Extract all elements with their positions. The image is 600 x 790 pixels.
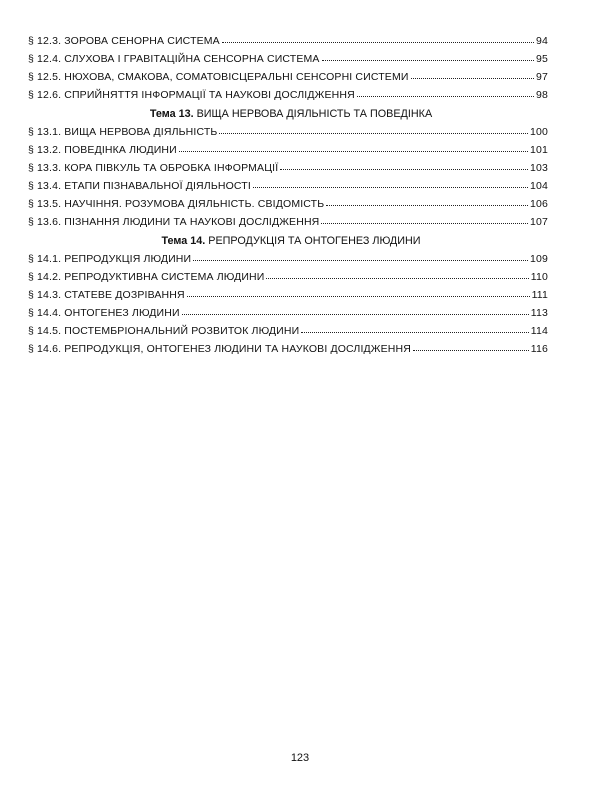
entry-page: 113 — [530, 307, 548, 319]
dot-leader — [179, 151, 528, 152]
entry-title: НЮХОВА, СМАКОВА, СОМАТОВІСЦЕРАЛЬНІ СЕНСОРНІ СИСТЕМИ — [64, 71, 409, 83]
toc-entry[interactable] — [28, 192, 548, 210]
entry-title: СЛУХОВА І ГРАВІТАЦІЙНА СЕНСОРНА СИСТЕМА — [64, 53, 320, 65]
entry-number: § 13.3. — [28, 162, 62, 174]
dot-leader — [280, 169, 528, 170]
entry-title: ПІЗНАННЯ ЛЮДИНИ ТА НАУКОВІ ДОСЛІДЖЕННЯ — [64, 216, 320, 228]
dot-leader — [321, 223, 528, 224]
entry-page: 103 — [530, 162, 548, 174]
entry-title: РЕПРОДУКЦІЯ, ОНТОГЕНЕЗ ЛЮДИНИ ТА НАУКОВІ ДОСЛІДЖЕННЯ — [64, 343, 411, 355]
theme-label: Тема 13. — [149, 108, 194, 120]
entry-title: ПОСТЕМБРІОНАЛЬНИЙ РОЗВИТОК ЛЮДИНИ — [64, 325, 300, 337]
entry-page: 106 — [530, 198, 548, 210]
dot-leader — [187, 296, 530, 297]
toc-entry[interactable] — [28, 247, 548, 265]
entry-title: ЕТАПИ ПІЗНАВАЛЬНОЇ ДІЯЛЬНОСТІ — [64, 180, 251, 192]
toc-entry[interactable] — [28, 174, 548, 192]
dot-leader — [266, 278, 528, 279]
entry-page: 97 — [536, 71, 548, 83]
toc-entry[interactable] — [28, 283, 548, 301]
dot-leader — [301, 332, 529, 333]
entry-title: КОРА ПІВКУЛЬ ТА ОБРОБКА ІНФОРМАЦІЇ — [64, 162, 279, 174]
entry-page: 104 — [530, 180, 548, 192]
entry-page: 111 — [531, 289, 548, 301]
entry-page: 101 — [530, 144, 548, 156]
entry-number: § 12.4. — [28, 53, 62, 65]
theme-title: ВИЩА НЕРВОВА ДІЯЛЬНІСТЬ ТА ПОВЕДІНКА — [196, 108, 433, 120]
theme-title: РЕПРОДУКЦІЯ ТА ОНТОГЕНЕЗ ЛЮДИНИ — [208, 235, 421, 247]
dot-leader — [411, 78, 534, 79]
entry-number: § 12.5. — [28, 71, 62, 83]
entry-title: ОНТОГЕНЕЗ ЛЮДИНИ — [64, 307, 180, 319]
entry-number: § 13.1. — [28, 126, 62, 138]
dot-leader — [413, 350, 529, 351]
entry-title: СПРИЙНЯТТЯ ІНФОРМАЦІЇ ТА НАУКОВІ ДОСЛІДЖЕННЯ — [64, 89, 355, 101]
toc-entry[interactable] — [28, 83, 548, 101]
toc-entry[interactable] — [28, 301, 548, 319]
toc-entry[interactable] — [28, 65, 548, 83]
entry-page: 107 — [530, 216, 548, 228]
entry-page: 109 — [530, 253, 548, 265]
entry-page: 100 — [530, 126, 548, 138]
entry-title: ПОВЕДІНКА ЛЮДИНИ — [64, 144, 177, 156]
entry-number: § 14.3. — [28, 289, 62, 301]
entry-number: § 14.1. — [28, 253, 62, 265]
entry-number: § 12.6. — [28, 89, 62, 101]
toc-entry[interactable] — [28, 120, 548, 138]
entry-title: НАУЧІННЯ. РОЗУМОВА ДІЯЛЬНІСТЬ. СВІДОМІСТЬ — [64, 198, 325, 210]
entry-title: РЕПРОДУКЦІЯ ЛЮДИНИ — [64, 253, 192, 265]
toc-entry[interactable] — [28, 138, 548, 156]
table-of-contents — [28, 29, 548, 355]
entry-number: § 13.2. — [28, 144, 62, 156]
entry-number: § 13.6. — [28, 216, 62, 228]
entry-page: 98 — [536, 89, 548, 101]
entry-number: § 14.6. — [28, 343, 62, 355]
entry-title: РЕПРОДУКТИВНА СИСТЕМА ЛЮДИНИ — [64, 271, 265, 283]
toc-entry[interactable] — [28, 210, 548, 228]
dot-leader — [219, 133, 528, 134]
entry-title: СТАТЕВЕ ДОЗРІВАННЯ — [64, 289, 185, 301]
dot-leader — [322, 60, 534, 61]
entry-page: 110 — [530, 271, 548, 283]
dot-leader — [357, 96, 534, 97]
theme-heading — [28, 101, 548, 120]
entry-page: 116 — [530, 343, 548, 355]
entry-number: § 14.2. — [28, 271, 62, 283]
theme-heading — [28, 228, 548, 247]
entry-title: ВИЩА НЕРВОВА ДІЯЛЬНІСТЬ — [64, 126, 218, 138]
dot-leader — [326, 205, 528, 206]
page-number: 123 — [290, 752, 310, 764]
entry-title: ЗОРОВА СЕНОРНА СИСТЕМА — [64, 35, 220, 47]
toc-entry[interactable] — [28, 29, 548, 47]
dot-leader — [253, 187, 528, 188]
entry-number: § 13.5. — [28, 198, 62, 210]
entry-page: 95 — [536, 53, 548, 65]
dot-leader — [222, 42, 534, 43]
toc-entry[interactable] — [28, 337, 548, 355]
theme-label: Тема 14. — [161, 235, 206, 247]
dot-leader — [193, 260, 528, 261]
entry-page: 114 — [530, 325, 548, 337]
toc-entry[interactable] — [28, 47, 548, 65]
entry-number: § 13.4. — [28, 180, 62, 192]
entry-number: § 12.3. — [28, 35, 62, 47]
toc-entry[interactable] — [28, 156, 548, 174]
entry-number: § 14.5. — [28, 325, 62, 337]
entry-page: 94 — [536, 35, 548, 47]
dot-leader — [182, 314, 529, 315]
toc-entry[interactable] — [28, 319, 548, 337]
toc-entry[interactable] — [28, 265, 548, 283]
entry-number: § 14.4. — [28, 307, 62, 319]
